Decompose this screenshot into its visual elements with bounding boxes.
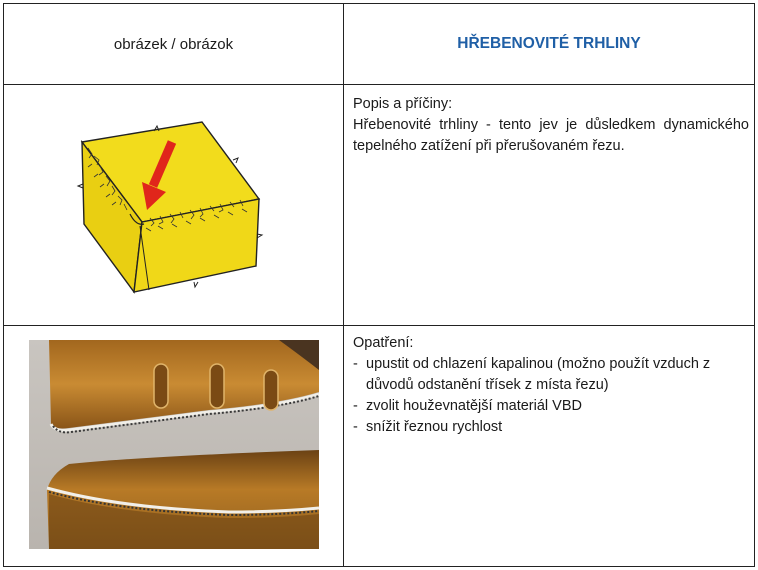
column-header-image: obrázek / obrázok <box>113 35 234 53</box>
cracked-insert-photo <box>29 340 319 549</box>
column-divider <box>343 4 344 566</box>
row-divider-header <box>4 84 754 85</box>
defect-table <box>3 3 755 567</box>
defect-title: HŘEBENOVITÉ TRHLINY <box>457 35 641 52</box>
row-divider-middle <box>4 325 754 326</box>
description-text: Hřebenovité trhliny - tento jev je důsledkem dynamického tepelného zatížení při přerušovaném řezu. <box>353 117 749 154</box>
insert-crack-illustration <box>74 114 274 299</box>
description-heading: Popis a příčiny: <box>353 96 453 112</box>
measures-list <box>353 354 749 438</box>
measures-heading: Opatření: <box>353 335 414 351</box>
description-block <box>353 94 749 157</box>
measures-block <box>353 333 749 438</box>
list-item: - upustit od chlazení kapalinou (možno použít vzduch z důvodů odstanění třísek z místa řezu) <box>353 356 711 393</box>
list-item: - zvolit houževnatější materiál VBD <box>353 398 582 414</box>
list-item: - snížit řeznou rychlost <box>353 419 503 435</box>
